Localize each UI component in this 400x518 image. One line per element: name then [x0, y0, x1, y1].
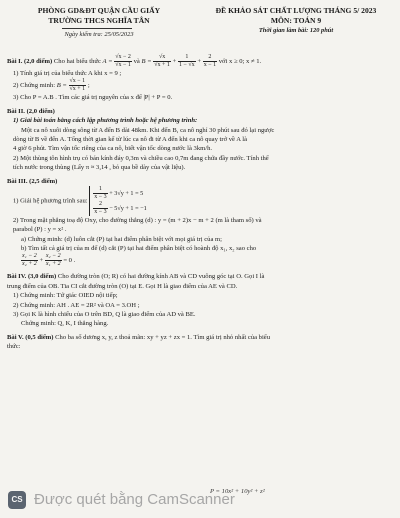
bai4-q3b: Chứng minh: Q, K, I thẳng hàng.	[21, 320, 109, 328]
bai5-expression: P = 10x² + 10y² + z²	[210, 488, 265, 495]
exam-title-block	[196, 6, 396, 36]
bai5-line2: thức:	[7, 343, 21, 351]
bai3-q2-line2: parabol (P) : y = x² .	[13, 226, 67, 234]
bai4-line1: Bài IV. (3,0 điểm) Cho đường tròn (O; R) có hai đường kính AB và CD vuông góc tại O. Gọi I là	[7, 273, 265, 281]
bai3-q2-line1: 2) Trong mặt phẳng toạ độ Oxy, cho đường thẳng (d) : y = (m + 2)x − m + 2 (m là tham số) và	[13, 216, 262, 224]
bai1-title: Bài I. (2,0 điểm)	[7, 58, 53, 66]
bai1-q1: 1) Tính giá trị của biểu thức A khi x = 9 ;	[13, 70, 122, 77]
fraction-B3: $\frac{2}{x - 1}$	[203, 54, 217, 68]
scanner-footer	[0, 488, 400, 518]
exam-subject: MÔN: TOÁN 9	[270, 16, 322, 25]
fraction-B2: $\frac{1}{1 - √x}$	[178, 54, 195, 68]
bai4-q3: 3) Gọi K là hình chiếu của O trên BD, Q là giao điểm của AD và BE.	[13, 311, 196, 319]
bai1-q2: 2) Chứng minh: B = $\frac{√x - 1}{√x + 1}$ ;	[13, 78, 90, 93]
exam-date: Ngày kiểm tra: 25/05/2023	[64, 31, 134, 38]
bai4-q2: 2) Chứng minh: AH . AE = 2R² và OA = 3.OH ;	[13, 301, 140, 309]
bai2-q1-line3: 4 giờ 6 phút. Tìm vận tốc riêng của ca nô, biết vận tốc dòng nước là 3km/h.	[13, 145, 213, 153]
bai5-title: Bài V. (0,5 điểm)	[7, 333, 54, 341]
bai1-q3: 3) Cho P = A.B . Tìm các giá trị nguyên của x để |P| + P = 0.	[13, 94, 173, 102]
bai4-line2: trung điểm của OB. Tia CI cắt đường tròn (O) tại E. Gọi H là giao điểm của AE và CD.	[7, 282, 238, 290]
fraction-A: $\frac{√x - 2}{√x - 1}$	[115, 54, 131, 68]
department-name: PHÒNG GD&ĐT QUẬN CẦU GIẤY	[37, 6, 161, 15]
bai2-q2-line2: tích nước trong thùng (Lấy π ≈ 3,14 , bỏ qua bề dày của vật liệu).	[13, 164, 186, 172]
bai2-q1-line2: dòng từ B về đến A. Tổng thời gian kể từ lúc ca nô đi từ A đến khi ca nô quay trở về A là	[13, 135, 248, 143]
bai4-title: Bài IV. (3,0 điểm)	[7, 273, 57, 281]
bai2-q1-title: 1) Giải bài toán bằng cách lập phương trình hoặc hệ phương trình:	[13, 117, 198, 125]
bai3-qb-line1: b) Tìm tất cả giá trị của m để (d) cắt (P) tại hai điểm phân biệt có hoành độ x₁, x₂ sao cho	[21, 245, 257, 253]
exam-header	[0, 6, 400, 52]
bai3-qb-line2: $\frac{\text{x₁ − 2}}{\text{x₂ + 2}}$ + $\frac{\text{x₂ − 2}}{\text{x₁ + 2}}$ = 0 .	[22, 253, 76, 268]
header-divider	[62, 28, 132, 29]
bai4-q1: 1) Chứng minh: Tứ giác OIED nội tiếp;	[13, 292, 118, 300]
camscanner-logo-icon: CS	[8, 491, 26, 509]
bai3-q1: 1) Giải hệ phương trình sau: $\frac{1}{x - 3}$ + 3√y + 1 = 5 $\frac{2}{x - 3}$ − 5√y + 1 = −1	[13, 185, 147, 215]
bai3-title: Bài III. (2,5 điểm)	[7, 177, 58, 185]
bai3-qa: a) Chứng minh: (d) luôn cắt (P) tại hai điểm phân biệt với mọi giá trị của m;	[21, 235, 222, 243]
camscanner-watermark: Được quét bằng CamScanner	[34, 491, 235, 508]
exam-title: ĐỀ KHẢO SÁT CHẤT LƯỢNG THÁNG 5/ 2023	[215, 6, 377, 15]
bai2-q1-line1: Một ca nô xuôi dòng sông từ A đến B dài 48km. Khi đến B, ca nô nghỉ 30 phút sau đó lại ngược	[21, 126, 275, 134]
school-block	[6, 6, 192, 40]
exam-body	[7, 54, 395, 352]
exam-duration: Thời gian làm bài: 120 phút	[258, 27, 334, 34]
bai2-q2-line1: 2) Một thùng tôn hình trụ có bán kính đáy 0,3m và chiều cao 0,7m đang chứa đầy nước. Tính thể	[13, 154, 269, 162]
fraction-q2: $\frac{√x - 1}{√x + 1}$	[69, 78, 86, 93]
bai2-title: Bài II. (2,0 điểm)	[7, 107, 55, 115]
fraction-B1: $\frac{√x}{√x + 1}$	[154, 54, 170, 68]
school-name: TRƯỜNG THCS NGHĨA TÂN	[48, 16, 150, 25]
bai5-line1: Bài V. (0,5 điểm) Cho ba số dương x, y, z thoả mãn: xy + yz + zx = 1. Tìm giá trị nhỏ nhất của biểu	[7, 333, 271, 341]
bai1-intro: Bài I. (2,0 điểm) Cho hai biểu thức A = $\frac{√x - 2}{√x - 1}$ và B = $\frac{√x}{√x + 1}$ + $\frac{1}{1 - √x}$ + $\frac{2}{x - 1}$ với x ≥ 0; x ≠ 1.	[7, 54, 262, 68]
equation-system: $\frac{1}{x - 3}$ + 3√y + 1 = 5 $\frac{2}{x - 3}$ − 5√y + 1 = −1	[89, 186, 146, 216]
